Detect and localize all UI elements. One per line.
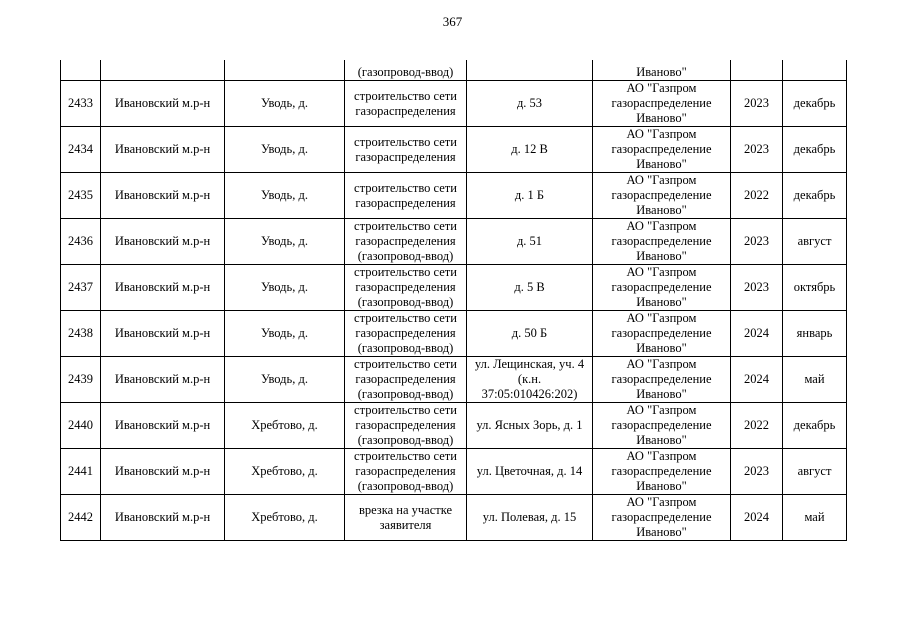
cell-district (101, 60, 225, 81)
cell-locality: Уводь, д. (225, 127, 345, 173)
cell-locality: Хребтово, д. (225, 449, 345, 495)
cell-year: 2024 (731, 311, 783, 357)
table-row (61, 173, 847, 219)
cell-organization: АО "Газпром газораспределение Иваново" (593, 449, 731, 495)
table-row (61, 311, 847, 357)
cell-locality: Хребтово, д. (225, 495, 345, 541)
cell-month: май (783, 357, 847, 403)
cell-month: декабрь (783, 403, 847, 449)
cell-year: 2022 (731, 403, 783, 449)
cell-year (731, 60, 783, 81)
table-row (61, 265, 847, 311)
cell-work-type: строительство сети газораспределения (газопровод-ввод) (345, 449, 467, 495)
cell-locality (225, 60, 345, 81)
cell-month: октябрь (783, 265, 847, 311)
cell-organization: АО "Газпром газораспределение Иваново" (593, 357, 731, 403)
cell-district: Ивановский м.р-н (101, 81, 225, 127)
cell-work-type: строительство сети газораспределения (газопровод-ввод) (345, 311, 467, 357)
register-table (60, 60, 847, 541)
cell-district: Ивановский м.р-н (101, 403, 225, 449)
cell-organization: АО "Газпром газораспределение Иваново" (593, 219, 731, 265)
cell-district: Ивановский м.р-н (101, 219, 225, 265)
cell-year: 2024 (731, 495, 783, 541)
cell-number: 2434 (61, 127, 101, 173)
cell-month: январь (783, 311, 847, 357)
table-row (61, 449, 847, 495)
cell-number (61, 60, 101, 81)
cell-work-type: строительство сети газораспределения (газопровод-ввод) (345, 357, 467, 403)
cell-locality: Уводь, д. (225, 219, 345, 265)
table-row (61, 357, 847, 403)
cell-work-type: строительство сети газораспределения (345, 127, 467, 173)
cell-number: 2436 (61, 219, 101, 265)
cell-district: Ивановский м.р-н (101, 449, 225, 495)
cell-locality: Хребтово, д. (225, 403, 345, 449)
cell-organization: АО "Газпром газораспределение Иваново" (593, 403, 731, 449)
cell-month (783, 60, 847, 81)
table-row (61, 127, 847, 173)
cell-year: 2023 (731, 127, 783, 173)
cell-year: 2023 (731, 219, 783, 265)
cell-locality: Уводь, д. (225, 265, 345, 311)
cell-number: 2442 (61, 495, 101, 541)
cell-locality: Уводь, д. (225, 357, 345, 403)
cell-address: д. 51 (467, 219, 593, 265)
cell-year: 2023 (731, 265, 783, 311)
cell-month: август (783, 219, 847, 265)
cell-district: Ивановский м.р-н (101, 173, 225, 219)
cell-locality: Уводь, д. (225, 81, 345, 127)
cell-district: Ивановский м.р-н (101, 495, 225, 541)
cell-organization: Иваново" (593, 60, 731, 81)
cell-month: август (783, 449, 847, 495)
cell-district: Ивановский м.р-н (101, 127, 225, 173)
cell-number: 2435 (61, 173, 101, 219)
cell-work-type: строительство сети газораспределения (345, 173, 467, 219)
cell-address: д. 12 В (467, 127, 593, 173)
table-row (61, 81, 847, 127)
cell-district: Ивановский м.р-н (101, 265, 225, 311)
cell-number: 2438 (61, 311, 101, 357)
cell-address: ул. Лещинская, уч. 4 (к.н. 37:05:010426:202) (467, 357, 593, 403)
cell-work-type: строительство сети газораспределения (газопровод-ввод) (345, 265, 467, 311)
cell-address: д. 53 (467, 81, 593, 127)
cell-month: декабрь (783, 173, 847, 219)
cell-number: 2433 (61, 81, 101, 127)
cell-year: 2023 (731, 449, 783, 495)
table-row (61, 495, 847, 541)
cell-address: ул. Ясных Зорь, д. 1 (467, 403, 593, 449)
cell-organization: АО "Газпром газораспределение Иваново" (593, 127, 731, 173)
cell-organization: АО "Газпром газораспределение Иваново" (593, 173, 731, 219)
continuation-row (61, 60, 847, 81)
cell-district: Ивановский м.р-н (101, 357, 225, 403)
table-row (61, 403, 847, 449)
cell-work-type: (газопровод-ввод) (345, 60, 467, 81)
cell-district: Ивановский м.р-н (101, 311, 225, 357)
cell-year: 2023 (731, 81, 783, 127)
cell-number: 2440 (61, 403, 101, 449)
cell-year: 2024 (731, 357, 783, 403)
cell-locality: Уводь, д. (225, 311, 345, 357)
cell-address: д. 1 Б (467, 173, 593, 219)
table-body (61, 60, 847, 541)
cell-month: декабрь (783, 81, 847, 127)
cell-year: 2022 (731, 173, 783, 219)
cell-number: 2441 (61, 449, 101, 495)
cell-work-type: строительство сети газораспределения (газопровод-ввод) (345, 219, 467, 265)
cell-address: ул. Полевая, д. 15 (467, 495, 593, 541)
cell-work-type: строительство сети газораспределения (газопровод-ввод) (345, 403, 467, 449)
cell-address: д. 50 Б (467, 311, 593, 357)
table-row (61, 219, 847, 265)
cell-address (467, 60, 593, 81)
cell-organization: АО "Газпром газораспределение Иваново" (593, 265, 731, 311)
cell-organization: АО "Газпром газораспределение Иваново" (593, 495, 731, 541)
cell-organization: АО "Газпром газораспределение Иваново" (593, 81, 731, 127)
cell-address: д. 5 В (467, 265, 593, 311)
cell-month: декабрь (783, 127, 847, 173)
cell-locality: Уводь, д. (225, 173, 345, 219)
cell-month: май (783, 495, 847, 541)
page-number: 367 (442, 14, 463, 29)
cell-address: ул. Цветочная, д. 14 (467, 449, 593, 495)
cell-organization: АО "Газпром газораспределение Иваново" (593, 311, 731, 357)
cell-number: 2437 (61, 265, 101, 311)
cell-work-type: врезка на участке заявителя (345, 495, 467, 541)
cell-number: 2439 (61, 357, 101, 403)
cell-work-type: строительство сети газораспределения (345, 81, 467, 127)
